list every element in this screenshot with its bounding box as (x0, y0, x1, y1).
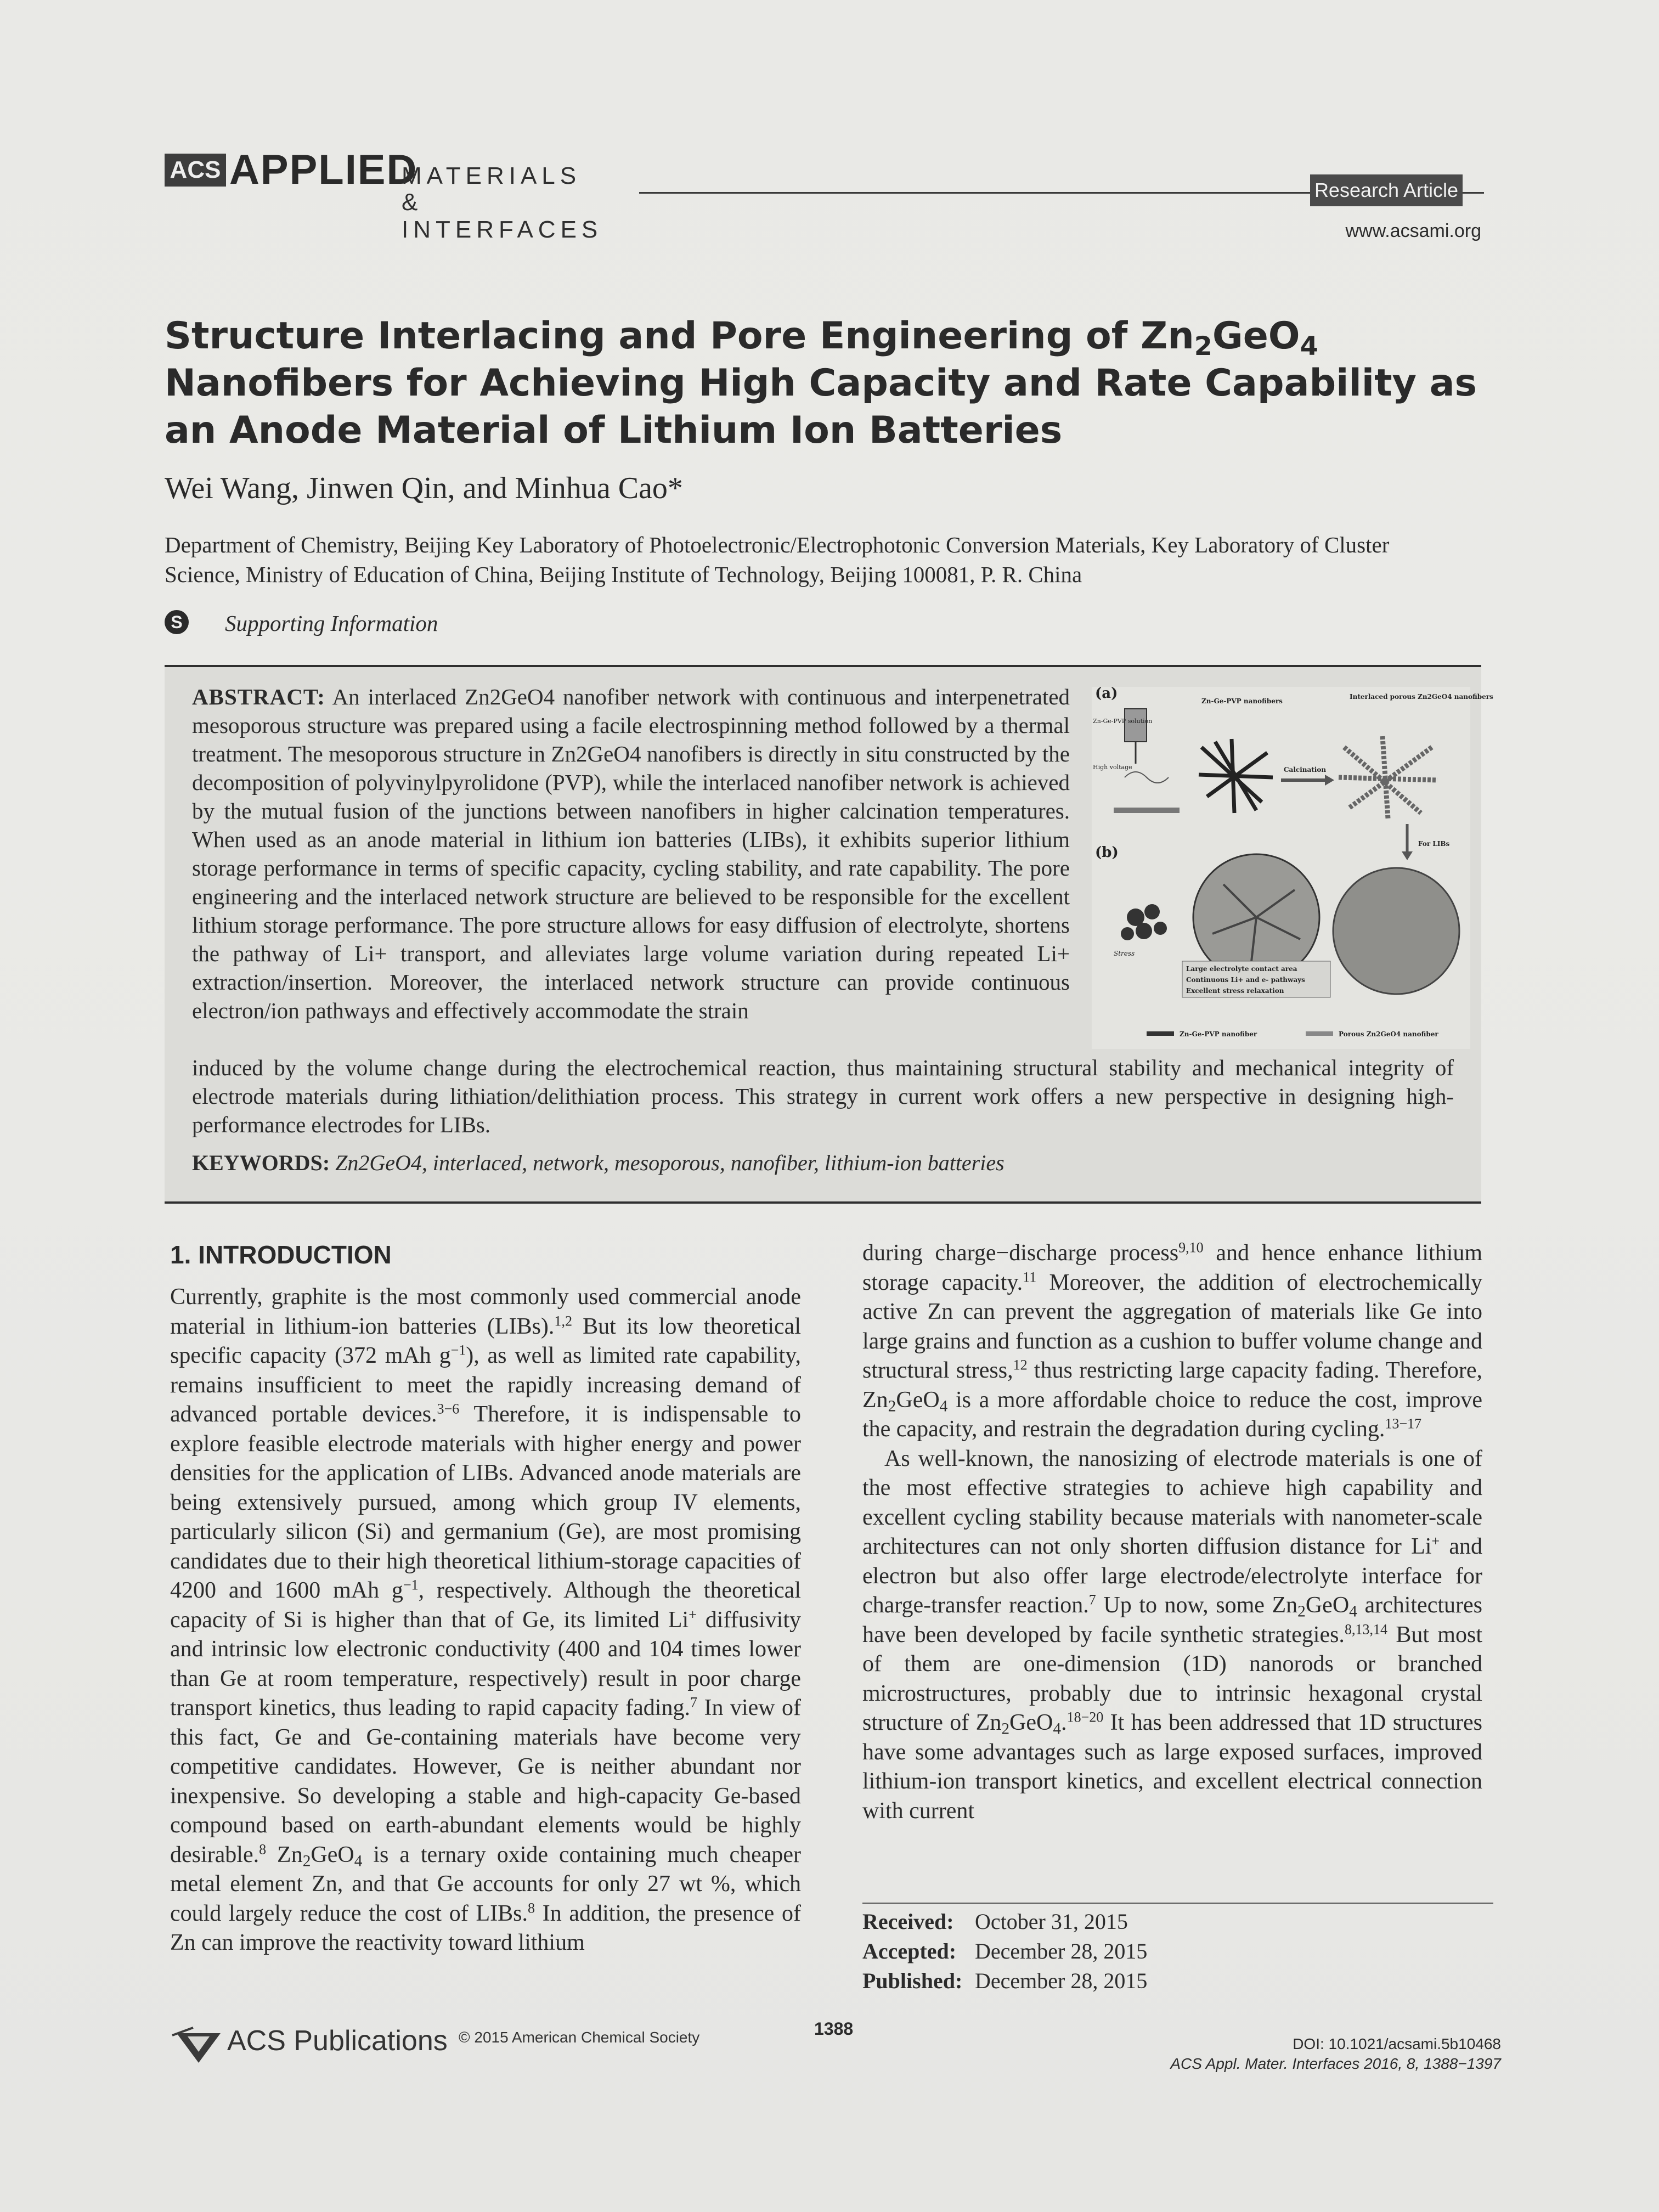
accepted-row (862, 1937, 1147, 1966)
title-part: GeO (1212, 314, 1300, 358)
voltage-label: High voltage (1093, 764, 1132, 771)
abstract-heading: ABSTRACT: (192, 684, 325, 709)
published-row (862, 1966, 1147, 1996)
abstract-top-rule (165, 665, 1481, 667)
legend-2: Porous Zn2GeO4 nanofiber (1339, 1030, 1438, 1038)
intro-right-column (862, 1239, 1482, 1826)
received-label: Received: (862, 1909, 954, 1934)
journal-name-interfaces: & INTERFACES (402, 189, 603, 243)
article-type-badge: Research Article (1310, 174, 1463, 206)
dates-rule (862, 1903, 1493, 1904)
title-sub: 2 (1194, 331, 1212, 362)
acs-publications-logo-icon (171, 2023, 226, 2067)
intro-paragraph-2: As well-known, the nanosizing of electrode materials is one of the most effective strategies to achieve high capability and excellent cycling stability because materials with nanometer-scale architectures can not only shorten diffusion distance for Li+ and electron but also offer large electrode/electrolyte interface for charge-transfer reaction.$^7$ Up to now, some $Zn_2GeO_4$ architectures have been developed by facile synthetic strategies.$^{8,13,14}$ But most of them are one-dimension (1D) nanorods or branched microstructures, probably due to intrinsic hexagonal crystal structure of $Zn_2GeO_4.^{18-20}$ It has been addressed that 1D structures have some advantages such as large exposed surfaces, improved lithium-ion transport kinetics, and excellent electrical connection with current (862, 1446, 1482, 1824)
title-sub: 4 (1300, 331, 1318, 362)
stress-label: Stress (1114, 950, 1135, 957)
acs-mark: ACS (165, 154, 226, 187)
doi-block (1097, 2034, 1501, 2074)
benefit-3: Excellent stress relaxation (1186, 987, 1284, 995)
publication-dates (862, 1907, 1147, 1996)
abstract-wide-text: induced by the volume change during the electrochemical reaction, thus maintaining structural stability and mechanical integrity of electrode materials during lithiation/delithiation process. This strategy in current work offers a new perspective in designing high-performance electrodes for LIBs. (192, 1055, 1454, 1137)
journal-name-applied: APPLIED (229, 146, 418, 193)
solution-label: Zn-Ge-PVP solution (1093, 718, 1153, 725)
intro-paragraph-1: Currently, graphite is the most commonly used commercial anode material in lithium-ion batteries (LIBs).$^{1,2}$ But its low theoretical specific capacity (372 mAh $g^{-1}$), as well as limited rate capability, remains insufficient to meet the rapidly increasing demand of advanced portable devices.$^{3-6}$ Therefore, it is indispensable to explore feasible electrode materials with higher energy and power densities for the application of LIBs. Advanced anode materials are being extensively pursued, among which group IV elements, particularly silicon (Si) and germanium (Ge), are most promising candidates due to their high theoretical lithium-storage capacities of 4200 and 1600 mAh $g^{-1}$, respectively. Although the theoretical capacity of Si is higher than that of Ge, its limited Li+ diffusivity and intrinsic low electronic conductivity (400 and 104 times lower than Ge at room temperature, respectively) result in poor charge transport kinetics, thus leading to rapid capacity fading.$^7$ In view of this fact, Ge and Ge-containing materials have become very competitive candidates. However, Ge is neither abundant nor inexpensive. So developing a stable and high-capacity Ge-based compound based on earth-abundant elements would be highly desirable.$^8$ $Zn_2GeO_4$ is a ternary oxide containing much cheaper metal element Zn, and that Ge accounts for only 27 wt %, which could largely reduce the cost of LIBs.$^8$ In addition, the presence of Zn can improve the reactivity toward lithium (170, 1284, 802, 1955)
panel-b-label: (b) (1095, 844, 1119, 861)
abstract-narrow-text (192, 682, 1070, 1025)
article-title (165, 313, 1481, 454)
intro-left-column (170, 1283, 801, 1958)
supporting-info-icon[interactable]: S (165, 610, 189, 634)
for-libs-label: For LIBs (1418, 840, 1450, 848)
benefit-2: Continuous Li+ and e- pathways (1186, 976, 1305, 984)
intro-paragraph-1-cont: during charge−discharge process$^{9,10}$ and hence enhance lithium storage capacity.$^{11}$ Moreover, the addition of electrochemically active Zn can prevent the aggregation of materials like Ge into large grains and function as a cushion to buffer volume change and structural stress,$^{12}$ thus restricting large capacity fading. Therefore, $Zn_2GeO_4$ is a more affordable choice to reduce the cost, improve the capacity, and restrain the degradation during cycling.$^{13-17}$ (862, 1239, 1483, 1442)
affiliation: Department of Chemistry, Beijing Key Laboratory of Photoelectronic/Electrophotonic Conversion Materials, Key Laboratory of Cluster Science, Ministry of Education of China, Beijing Institute of Technology, Beijing 100081, P. R. China (165, 532, 1390, 587)
keywords (192, 1150, 1005, 1176)
received-date: October 31, 2015 (975, 1909, 1128, 1934)
collector-icon (1114, 808, 1180, 813)
journal-website[interactable]: www.acsami.org (1345, 221, 1481, 241)
page-number: 1388 (814, 2019, 854, 2039)
publisher-name: ACS Publications (227, 2025, 448, 2057)
nanofibers-label: Zn-Ge-PVP nanofibers (1201, 697, 1283, 705)
legend-1: Zn-Ge-PVP nanofiber (1180, 1030, 1257, 1038)
benefit-1: Large electrolyte contact area (1186, 965, 1297, 973)
zoom-circle-porous (1333, 868, 1459, 994)
keywords-heading: KEYWORDS: (192, 1150, 330, 1175)
published-label: Published: (862, 1968, 963, 1993)
title-part: Nanofibers for Achieving High Capacity and Rate Capability as an Anode Material of Lithium Ion Batteries (165, 362, 1477, 452)
supporting-info-link[interactable]: Supporting Information (225, 611, 438, 636)
author-list: Wei Wang, Jinwen Qin, and Minhua Cao* (165, 471, 683, 505)
interlaced-label: Interlaced porous Zn2GeO4 nanofibers (1350, 693, 1493, 701)
journal-name-materials: MATERIALS (402, 162, 582, 189)
journal-logo (165, 146, 620, 243)
copyright: © 2015 American Chemical Society (459, 2029, 700, 2046)
published-date: December 28, 2015 (975, 1968, 1148, 1993)
abstract-body: An interlaced Zn2GeO4 nanofiber network with continuous and interpenetrated mesoporous structure was prepared using a facile electrospinning method followed by a thermal treatment. The mesoporous structure in Zn2GeO4 nanofibers is directly in situ constructed by the decomposition of polyvinylpyrolidone (PVP), while the interlaced nanofiber network is achieved by the mutual fusion of the junctions between nanofibers in higher calcination temperatures. When used as an anode material in lithium ion batteries (LIBs), it exhibits superior lithium storage performance in terms of specific capacity, cycling stability, and rate capability. The pore engineering and the interlaced network structure are believed to be responsible for the excellent lithium storage performance. The pore structure allows for easy diffusion of electrolyte, shortens the pathway of Li+ transport, and alleviates large volume variation during repeated Li+ extraction/insertion. Moreover, the interlaced network structure can provide continuous electron/ion pathways and effectively accommodate the strain (192, 684, 1070, 1023)
doi[interactable]: DOI: 10.1021/acsami.5b10468 (1293, 2035, 1501, 2052)
panel-a-label: (a) (1095, 685, 1118, 702)
section-heading: 1. INTRODUCTION (170, 1240, 392, 1269)
received-row (862, 1907, 1147, 1937)
toc-graphic (1092, 685, 1493, 1049)
keywords-list: Zn2GeO4, interlaced, network, mesoporous, nanofiber, lithium-ion batteries (335, 1150, 1005, 1175)
accepted-label: Accepted: (862, 1939, 957, 1963)
accepted-date: December 28, 2015 (975, 1939, 1148, 1963)
calcination-label: Calcination (1284, 766, 1327, 774)
citation: ACS Appl. Mater. Interfaces 2016, 8, 1388−1397 (1170, 2055, 1501, 2072)
abstract-bottom-rule (165, 1201, 1481, 1204)
title-part: Structure Interlacing and Pore Engineering of Zn (165, 314, 1194, 358)
syringe-icon (1125, 709, 1147, 742)
